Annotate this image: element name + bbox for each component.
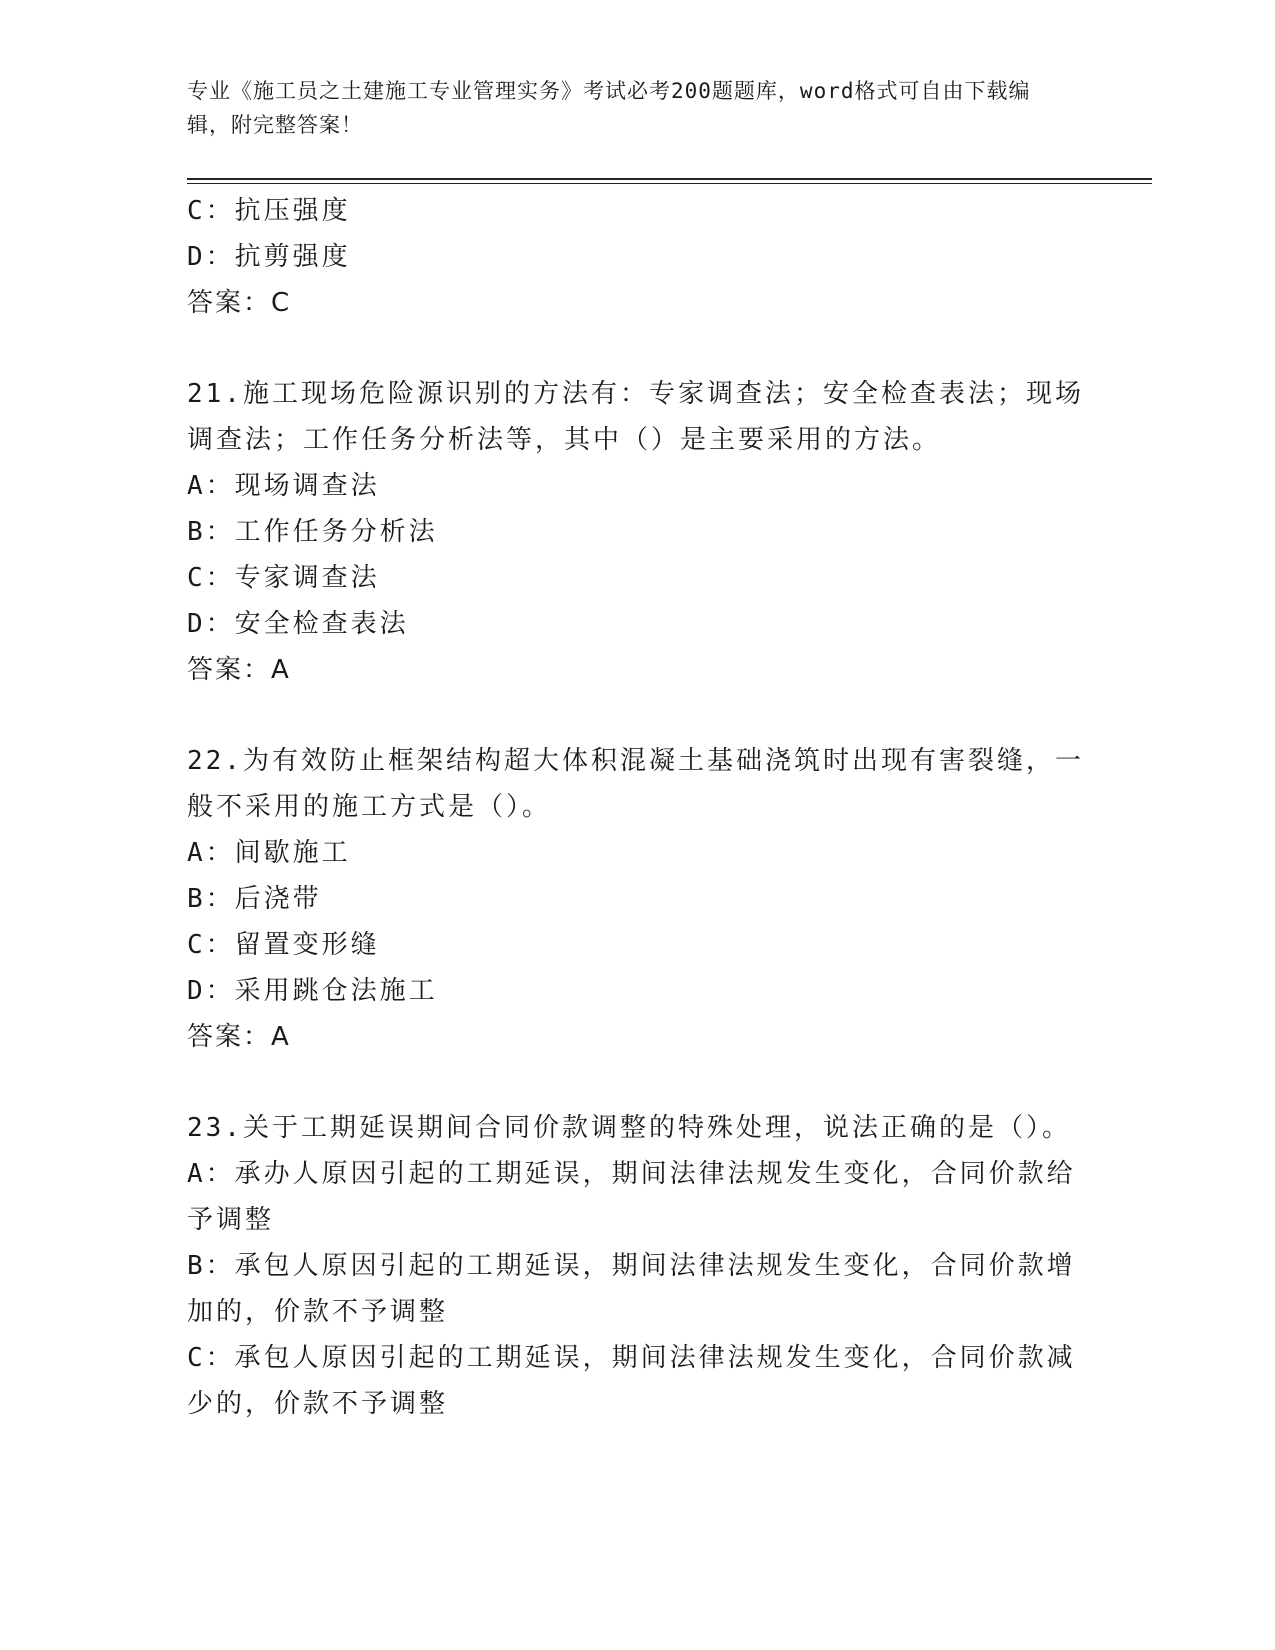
- question-title: 23.关于工期延误期间合同价款调整的特殊处理，说法正确的是（）。: [187, 1113, 1071, 1143]
- header-divider-thick: [187, 178, 1152, 180]
- answer-line: 答案：A: [187, 655, 291, 685]
- option-d: D：安全检查表法: [187, 609, 409, 639]
- option-d: D：抗剪强度: [187, 242, 351, 272]
- question-title: 21.施工现场危险源识别的方法有：专家调查法；安全检查表法；现场调查法；工作任务分析法等，其中（）是主要采用的方法。: [187, 379, 1084, 455]
- option-a: A：承办人原因引起的工期延误，期间法律法规发生变化，合同价款给予调整: [187, 1159, 1076, 1235]
- option-b: B：后浇带: [187, 884, 322, 914]
- option-b: B：工作任务分析法: [187, 517, 438, 547]
- question-21: [187, 371, 1087, 693]
- header-text: 专业《施工员之土建施工专业管理实务》考试必考200题题库，word格式可自由下载编辑，附完整答案！: [187, 79, 1031, 137]
- spacer: [187, 1060, 1087, 1105]
- option-a: A：现场调查法: [187, 471, 380, 501]
- option-c: C：承包人原因引起的工期延误，期间法律法规发生变化，合同价款减少的，价款不予调整: [187, 1343, 1076, 1419]
- spacer: [187, 693, 1087, 738]
- option-c: C：专家调查法: [187, 563, 380, 593]
- question-23: [187, 1105, 1087, 1427]
- answer-line: 答案：A: [187, 1022, 291, 1052]
- question-22: [187, 738, 1087, 1060]
- option-d: D：采用跳仓法施工: [187, 976, 438, 1006]
- header-divider-thin: [187, 183, 1152, 184]
- answer-line: 答案：C: [187, 288, 292, 318]
- document-header: [187, 74, 1067, 142]
- question-title: 22.为有效防止框架结构超大体积混凝土基础浇筑时出现有害裂缝，一般不采用的施工方式是（）。: [187, 746, 1084, 822]
- option-c: C：留置变形缝: [187, 930, 380, 960]
- option-c: C：抗压强度: [187, 196, 351, 226]
- question-content: [187, 188, 1087, 1427]
- previous-question: [187, 188, 1087, 326]
- option-b: B：承包人原因引起的工期延误，期间法律法规发生变化，合同价款增加的，价款不予调整: [187, 1251, 1076, 1327]
- option-a: A：间歇施工: [187, 838, 351, 868]
- spacer: [187, 326, 1087, 371]
